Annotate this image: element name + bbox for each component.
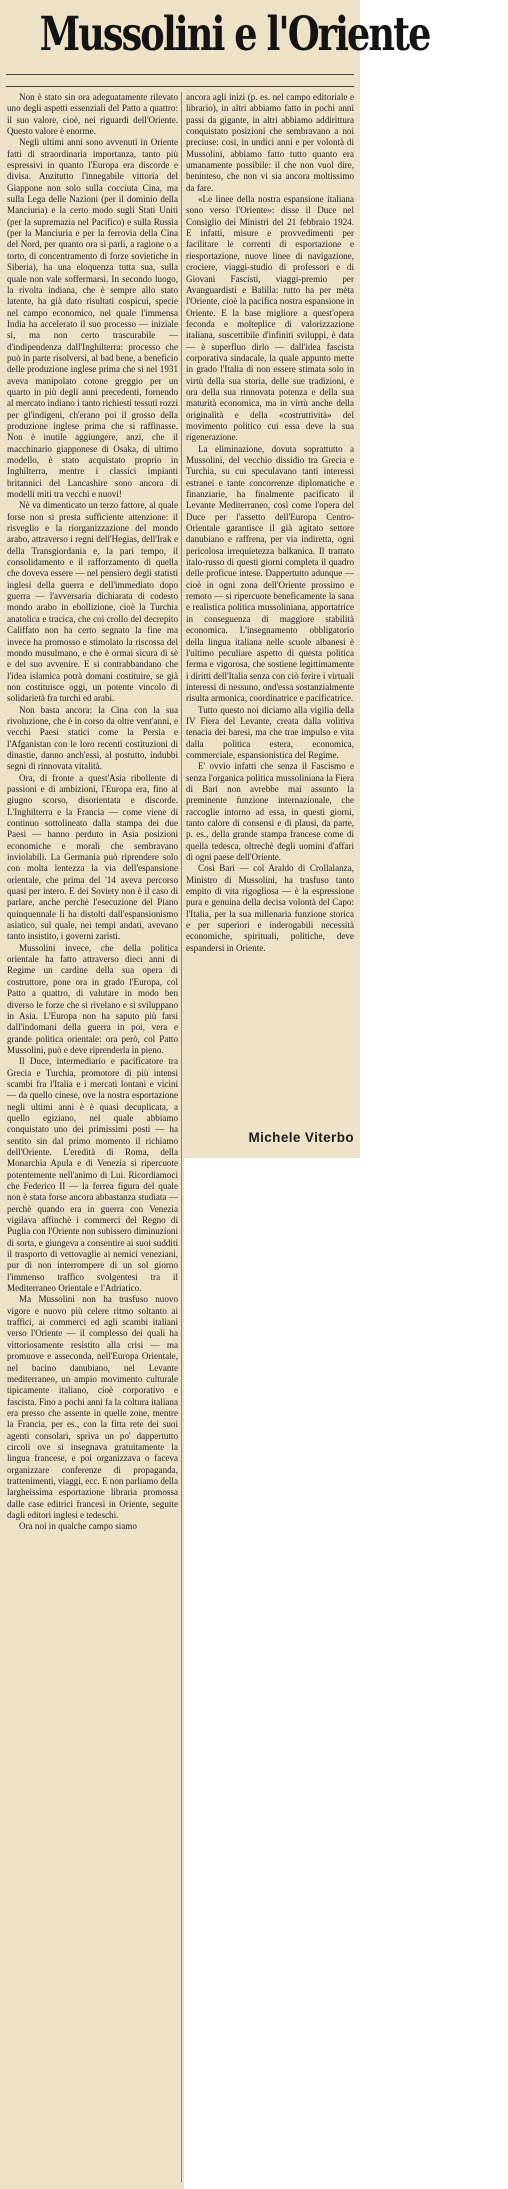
- paragraph: Negli ultimi anni sono avvenuti in Oriente fatti di straordinaria importanza, tanto più espressivi in quanto l'Europa era discorde e divisa. Anzitutto l'innegabile vittoria del Giappone non solo sulla cocciuta Cina, ma sulla Lega delle Nazioni (per il dominio della Manciuria) e la certo modo sugli Stati Uniti (per la supremazia nel Pacifico) e sulla Russia (per la Manciuria e per la ferrovia della Cina del Nord, per quanto ora si parli, a ragione o a torto, di concentramento di forze sovietiche in Siberia), ha una eloquenza tutta sua, sulla quale non vale soffermarsi. In secondo luogo, la rivolta indiana, che è sempre allo stato latente, ha già dato risultati cospicui, specie nel campo economico, nel quale l'immensa India ha accelerato il suo processo — iniziale si, ma non certo trascurabile — d'indipendenza dall'Inghilterra: processo che può in parte risolversi, al bad bene, a beneficio delle produzione inglese prima che si nel 1931 aveva manipolato cotone greggio per un quarto in più degli anni precedenti, fornendo al mercato indiano i tanto richiesti tessuti rozzi per gl'indigeni, ch'erano poi il grosso della produzione inglese prima che si raffinasse. Non è inutile aggiungere, anzi, che il macchinario giapponese di Osaka, di ultimo modello, è stato acquistato proprio in Inghilterra, mentre i classici impianti britannici del Lancashire sono ancora di modelli miti tra vecchi e nuovi!: [7, 137, 178, 500]
- paragraph: Ora, di fronte a quest'Asia ribollente di passioni e di ambizioni, l'Europa era, fino al giugno scorso, disorientata e discorde. L'Inghilterra e la Francia — come viene di continuo sottolineato dalla stampa dei due Paesi — hanno perduto in Asia posizioni economiche e morali che sembravano inviolabili. La Germania può riprendere solo con molta lentezza la via dell'espansione orientale, che prima del '14 aveva percorso quasi per intero. E dei Soviety non è il caso di parlare, anche perchè l'esecuzione del Piano quinquennale li ha distolti dall'espansionismo asiatico, sul quale, nei tempi andati, avevano tanto insistito, i governi zaristi.: [7, 772, 178, 942]
- paragraph: Ma Mussolini non ha trasfuso nuovo vigore e nuovo più celere ritmo soltanto ai traffici, ai commerci ed agli scambi italiani verso l'Oriente — il complesso dei quali ha vittoriosamente resistito alla crisi — ma promuove e asseconda, nell'Europa Orientale, nel bacino danubiano, nel Levante mediterraneo, un ampio movimento culturale tipicamente italiano, cioè corporativo e fascista. Fino a pochi anni fa la coltura italiana era presso che assente in quelle zone, mentre la Francia, per es., con la fitta rete dei suoi agenti consolari, spriva un po' dappertutto circoli ove si insegnava gratuitamente la lingua francese, e poi organizzava o faceva organizzare conferenze di propaganda, trattenimenti, viaggi, ecc. E non parliamo della largheissima esportazione libraria promossa dalle case editrici francesi in Oriente, seguite dagli editori inglesi e tedeschi.: [7, 1294, 178, 1520]
- paragraph: Mussolini invece, che della politica orientale ha fatto attraverso dieci anni di Regime un cardine della sua opera di costruttore, pone ora in grado l'Europa, col Patto a quattro, di valutare in modo ben diverso le forze che si rivelano e si sviluppano in Asia. L'Europa non ha saputo più farsi dall'indomani della guerra in poi, vera e grande politica orientale: ora però, col Patto Mussolini, può e deve riprenderla in pieno.: [7, 942, 178, 1055]
- paragraph: Così Bari — col Araldo di Crollalanza, Ministro di Mussolini, ha trasfuso tanto empito di vita rigogliosa — è la espressione pura e genuina della decisa volontà del Capo: l'Italia, per la sua millenaria funzione storica e per superiori e inderogabili necessità economiche, spirituali, politiche, deve espandersi in Oriente.: [186, 863, 354, 953]
- article-headline: Mussolini e l'Oriente: [39, 7, 430, 62]
- paragraph: E' ovvio infatti che senza il Fascismo e senza l'organica politica mussoliniana la Fiera di Bari non avrebbe mai assunto la preminente funzione internazionale, che raccoglie intorno ad essa, in questi giorni, tanto calore di consensi e di plausi, da parte, p. es., della grande stampa francese come di quella tedesca, oltrechè degli uomini d'affari di ogni paese dell'Oriente.: [186, 761, 354, 863]
- column-divider: [181, 92, 182, 2182]
- blank-page-area: [184, 1158, 360, 2189]
- author-byline: Michele Viterbo: [248, 1130, 354, 1145]
- paragraph: Nè va dimenticato un terzo fattore, al quale forse non si presta sufficiente attenzione: il risveglio e la riorganizzazione del mondo arabo, attraverso i regni dell'Hegias, dell'Irak e della Transgiordania e, la pari tempo, il consolidamento e il rafforzamento di quella che doveva essere — nel pensiero degli statisti inglesi della guerra e dell'immediato dopo guerra — l'avversaria dichiarata di codesto mondo arabo in ebollizione, cioè la Turchia anatolica e tracica, che coi crollo del decrepito Califfato non ha certo segnato la fine ma invece ha promosso e stimolato la riscossa del mondo musulmano, e che è ormai sicura di sè e del suo avvenire. E si contrabbandano che l'idea islamica potrà domani costituire, se già non costituisce oggi, un potente vincolo di solidarietà fra turchi ed arabi.: [7, 500, 178, 704]
- paragraph: Non basta ancora: la Cina con la sua rivoluzione, che è in corso da oltre vent'anni, e vecchi Paesi statici come la Persia e l'Afganistan con le loro recenti costituzioni di dinastie, danno anch'essi, al postutto, indubbi segni di rinnovata vitalità.: [7, 704, 178, 772]
- paragraph: ancora agli inizi (p. es. nel campo editoriale e librario), in altri abbiamo fatto in pochi anni passi da gigante, in altri abbiamo addirittura conquistato posizioni che sembravano a noi preciuse: così, in undici anni e per volontà di Mussolini, abbiamo fatto tutto quanto era umanamente possibile: il che non vuol dire, beninteso, che non vi sia ancora moltissimo da fare.: [186, 92, 354, 193]
- paragraph: Il Duce, intermediario e pacificatore tra Grecia e Turchia, promotore di più intensi scambi fra l'Italia e i mercati lontani e vicini — da quello cinese, ove la nostra esportazione negli ultimi anni è è quasi decuplicata, a quello egiziano, nel quale abbiamo conquistato uno dei primissimi posti — ha sentito sin dal primo momento il richiamo dell'Oriente. L'eredità di Roma, della Monarchia Apula e di Venezia si ripercuote potentemente nell'animo di Lui. Ricordiamoci che Federico II — la ferrea figura del quale non è stata forse ancora abbastanza studiata — perchè quando era in guerra con Venezia vigilava affinchè i commerci del Regno di Puglia con l'Oriente non subissero diminuzioni di sorta, e giungeva a consentire ai suoi sudditi il trasporto di vettovaglie ai nemici veneziani, pur di non interrompere di un sol giorno l'immenso traffico svolgentesi tra il Mediterraneo Orientale e l'Adriatico.: [7, 1056, 178, 1294]
- headline-rule-lower: [6, 86, 354, 87]
- article-column-left: [7, 92, 178, 2182]
- paragraph: «Le linee della nostra espansione italiana sono verso l'Oriente»: disse il Duce nel Consiglio dei Ministri del 21 febbraio 1924. E infatti, misure e provvedimenti per facilitare le correnti di esportazione e riesportazione, nuove linee di navigazione, crociere, viaggi-studio di professori e di Giovani Fascisti, viaggi-premio per Avanguardisti e Balilla: tutto ha per mèta l'Oriente, cioè la pacifica nostra espansione in Oriente. E la base migliore a quest'opera feconda e molteplice di valorizzazione italiana, suscettibile d'infiniti sviluppi, è data — è superfluo dirlo — dall'idea fascista corporativa sindacale, la quale appunto mette in grado l'Italia di non essere stimata solo in virtù della sua storia, delle sue tradizioni, e ora della sua rinnovata potenza e della sua maturità economica, ma in virtù anche della originalità e della «costruttività» del movimento politico cui essa deve la sua rigenerazione.: [186, 194, 354, 443]
- article-column-right: [186, 92, 354, 1117]
- paragraph: Tutto questo noi diciamo alla vigilia della IV Fiera del Levante, creata dalla volitiva tenacia dei baresi, ma che trae impulso e vita dalla politica estera, economica, commerciale, espansionistica del Regime.: [186, 704, 354, 760]
- paragraph: Non è stato sin ora adeguatamente rilevato uno degli aspetti essenziali del Patto a quattro: il suo valore, cioè, nei riguardi dell'Oriente. Questo valore è enorme.: [7, 92, 178, 137]
- paragraph: La eliminazione, dovuta soprattutto a Mussolini, del vecchio dissidio tra Grecia e Turchia, su cui speculavano tanti interessi estranei e tante concorrenze diplomatiche e finanziarie, ha finalmente pacificato il Levante Mediterraneo, così come l'opera del Duce per l'assetto dell'Europa Centro-Orientale garantisce il già agitato settore danubiano e raffrena, per via indiretta, ogni pericolosa irrequietezza balkanica. Il trattato italo-russo di questi giorni completa il quadro delle proficue intese. Dappertutto adunque — cioè in ogni zona dell'Oriente prossimo e remoto — si ripercuote beneficamente la sana e realistica politica mussoliniana, apportatrice in conseguenza di maggiore stabilità economica. L'insegnamento obbligatorio della lingua italiana nelle scuole albanesi è l'ultimo peculiare aspetto di questa politica ferma e vigorosa, che sostiene legittimamente i diritti dell'Italia senza con ciò ferire i virtuali interessi di nessuno, ond'essa sostanzialmente risulta armonica, coordinatrice e pacificatrice.: [186, 443, 354, 704]
- headline-rule: [6, 74, 354, 75]
- paragraph: Ora noi in qualche campo siamo: [19, 1521, 137, 1532]
